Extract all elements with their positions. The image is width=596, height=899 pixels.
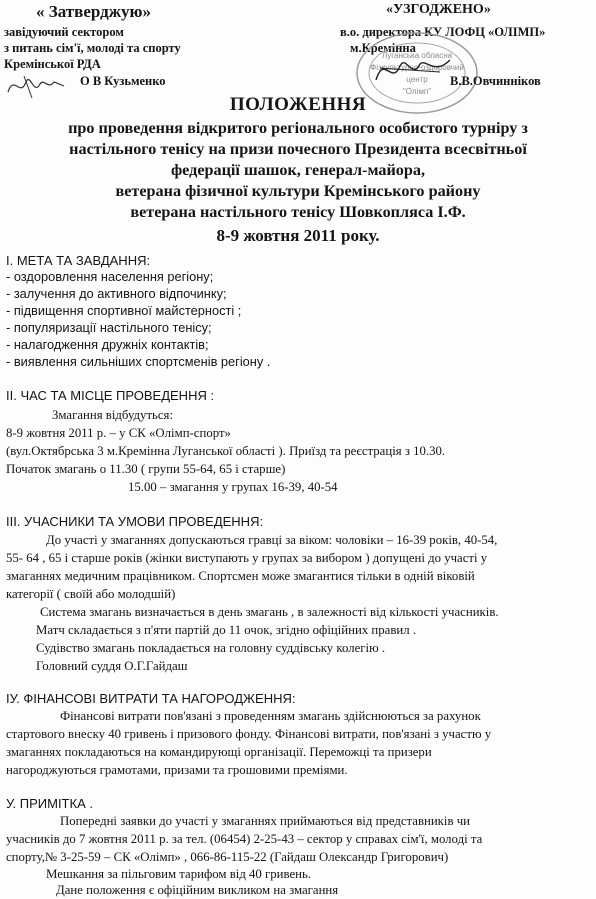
finance-line-1: Фінансові витрати пов'язані з проведенням змагань здійснюються за рахунок (60, 709, 481, 723)
finance-line-4: нагороджуються грамотами, призами та грошовими преміями. (6, 763, 348, 777)
title-line-5: ветерана настільного тенісу Шовкопляса І.Ф. (130, 203, 466, 221)
goal-item-4: - популяризації настільного тенісу; (6, 320, 212, 335)
note-line-2: учасників до 7 жовтня 2011 р. за тел. (06454) 2-25-43 – сектор у справах сім'ї, молоді та (6, 832, 483, 846)
title-line-4: ветерана фізичної культури Кремінського району (115, 182, 481, 200)
note-line-3: спорту,№ 3-25-59 – СК «Олімп» , 066-86-115-22 (Гайдаш Олександр Григорович) (6, 850, 449, 864)
time-place-line-4: Початок змагань о 11.30 ( групи 55-64, 65 і старше) (6, 462, 286, 476)
document-title: ПОЛОЖЕННЯ (229, 94, 367, 115)
approver-position-line-2: з питань сім'ї, молоді та спорту (4, 41, 181, 55)
title-line-3: федерації шашок, генерал-майора, (170, 161, 426, 179)
approve-heading: « Затверджую» (36, 2, 152, 21)
title-line-2: настільного тенісу на призи почесного Президента всесвітньої (69, 140, 527, 158)
goal-item-6: - виявлення сильніших спортсменів регіону . (6, 354, 271, 369)
note-line-1: Попередні заявки до участі у змаганнях приймаються від представників чи (60, 814, 470, 828)
stamp-text-3: центр (406, 75, 428, 84)
agreer-position-line-1: в.о. директора КУ ЛОФЦ «ОЛІМП» (340, 25, 546, 39)
time-place-line-2: 8-9 жовтня 2011 р. – у СК «Олімп-спорт» (6, 426, 231, 440)
note-line-4: Мешкання за пільговим тарифом від 40 гривень. (46, 867, 312, 881)
section-4-heading: ІУ. ФІНАНСОВІ ВИТРАТИ ТА НАГОРОДЖЕННЯ: (6, 691, 296, 706)
agreer-name: В.В.Овчинніков (450, 74, 541, 88)
participants-line-8: Головний суддя О.Г.Гайдаш (36, 659, 188, 673)
goal-item-1: - оздоровлення населення регіону; (6, 269, 214, 284)
agreer-signature (370, 50, 460, 90)
participants-line-2: 55- 64 , 65 і старше років (жінки виступають у групах за вибором ) допущені до участі у (6, 551, 488, 565)
approver-position-line-1: завідуючий сектором (4, 25, 124, 39)
title-date: 8-9 жовтня 2011 року. (216, 226, 380, 245)
approver-name: О В Кузьменко (80, 74, 166, 88)
time-place-line-3: (вул.Октябрська 3 м.Кремінна Луганської області ). Приїзд та реєстрація з 10.30. (6, 444, 446, 458)
finance-line-2: стартового внеску 40 гривень і призового фонду. Фінансові витрати, пов'язані з участю у (6, 727, 492, 741)
goal-item-3: - підвищення спортивної майстерності ; (6, 303, 242, 318)
time-place-line-5: 15.00 – змагання у групах 16-39, 40-54 (128, 480, 338, 494)
stamp-text-2: Фізкультурно-оздоровчий (370, 63, 464, 72)
agreer-position-line-2: м.Кремінна (350, 41, 416, 55)
time-place-line-1: Змагання відбудуться: (52, 408, 173, 422)
finance-line-3: змаганнях покладаються на командирующі організації. Переможці та призери (6, 745, 432, 759)
participants-line-1: До участі у змаганнях допускаються гравці за віком: чоловіки – 16-39 років, 40-54, (46, 533, 498, 547)
participants-line-7: Судівство змагань покладається на головну суддівську колегію . (36, 641, 386, 655)
stamp-text-1: Луганська обласна (381, 51, 453, 60)
section-1-heading: І. МЕТА ТА ЗАВДАННЯ: (6, 253, 151, 268)
participants-line-6: Матч складається з п'яти партій до 11 очок, згідно офіційних правил . (36, 623, 417, 637)
goal-item-5: - налагодження дружніх контактів; (6, 337, 209, 352)
section-5-heading: У. ПРИМІТКА . (6, 796, 93, 811)
title-line-1: про проведення відкритого регіонального особистого турніру з (68, 119, 528, 137)
agreed-heading: «УЗГОДЖЕНО» (386, 2, 491, 17)
stamp-text-4: "Олімп" (402, 87, 432, 96)
participants-line-5: Система змагань визначається в день змагань , в залежності від кількості учасників. (40, 605, 499, 619)
note-line-5: Дане положення є офіційним викликом на змагання (56, 883, 339, 897)
goal-item-2: - залучення до активного відпочинку; (6, 286, 227, 301)
participants-line-3: змаганнях медичним працівником. Спортсмен може змагантися тільки в одній віковій (6, 569, 475, 583)
section-3-heading: ІІІ. УЧАСНИКИ ТА УМОВИ ПРОВЕДЕННЯ: (6, 514, 264, 529)
participants-line-4: категорії ( своїй або молодшій) (6, 587, 176, 601)
approver-position-line-3: Кремінської РДА (4, 57, 101, 71)
section-2-heading: ІІ. ЧАС ТА МІСЦЕ ПРОВЕДЕННЯ : (6, 388, 215, 403)
